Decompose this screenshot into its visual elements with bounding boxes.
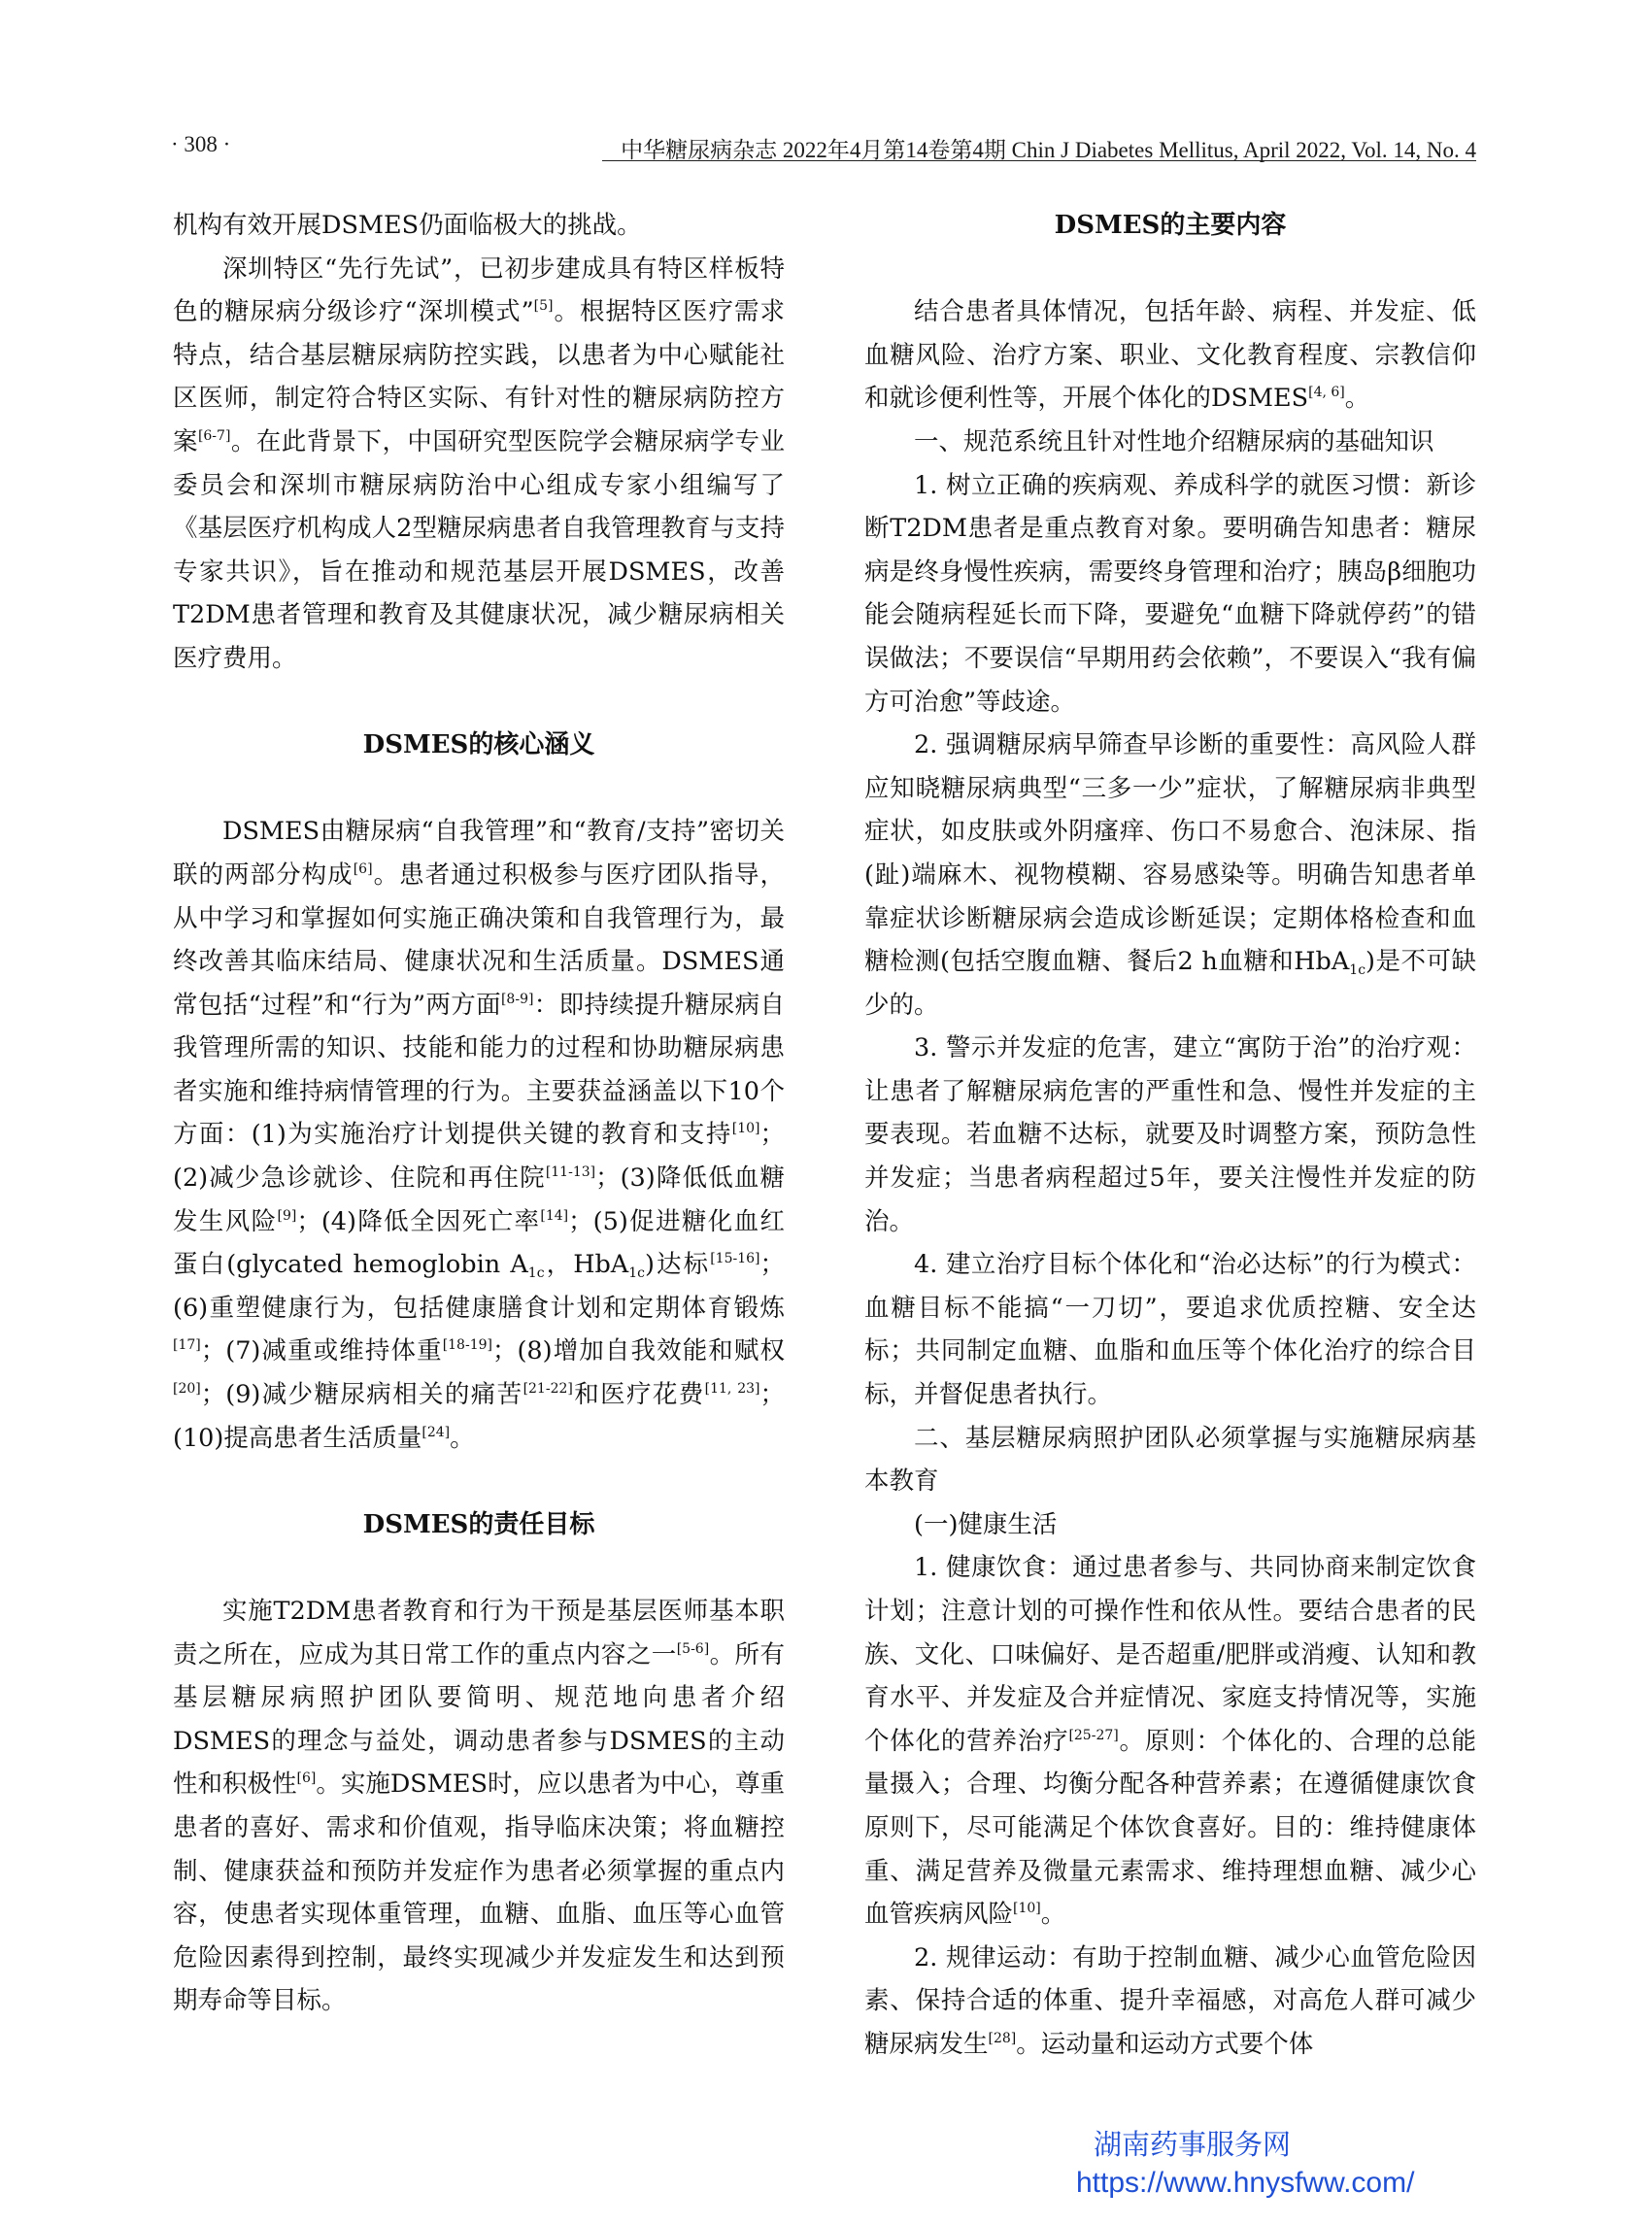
paragraph: 3. 警示并发症的危害，建立“寓防于治”的治疗观：让患者了解糖尿病危害的严重性和急、慢性并发症的主要表现。若血糖不达标，就要及时调整方案，预防急性并发症；当患者病程超过5年，要关注慢性并发症的防治。 [864, 1033, 1476, 1236]
header-rule [602, 160, 1476, 161]
section-heading: DSMES的主要内容 [1054, 211, 1287, 240]
subscript: 1c [527, 1265, 545, 1282]
citation: [10] [1013, 1901, 1041, 1917]
watermark-url: https://www.hnysfww.com/ [1076, 2167, 1415, 2199]
paragraph: 机构有效开展DSMES仍面临极大的挑战。 [173, 211, 642, 240]
paragraph: 2. 规律运动：有助于控制血糖、减少心血管危险因素、保持合适的体重、提升幸福感，对高危人群可减少糖尿病发生[28]。运动量和运动方式要个体 [864, 1942, 1476, 2059]
page-number: · 308 · [171, 132, 231, 156]
paragraph: 4. 建立治疗目标个体化和“治必达标”的行为模式：血糖目标不能搞“一刀切”，要追求优质控糖、安全达标；共同制定血糖、血脂和血压等个体化治疗的综合目标，并督促患者执行。 [864, 1250, 1476, 1410]
citation: [6] [353, 860, 373, 877]
citation: [21-22] [523, 1381, 573, 1398]
running-header [171, 124, 1476, 163]
citation: [8-9] [500, 991, 534, 1007]
citation: [15-16] [710, 1251, 760, 1267]
paragraph: 实施T2DM患者教育和行为干预是基层医师基本职责之所在，应成为其日常工作的重点内容之一[5-6]。所有基层糖尿病照护团队要简明、规范地向患者介绍DSMES的理念与益处，调动患者参与DSMES的主动性和积极性[6]。实施DSMES时，应以患者为中心，尊重患者的喜好、需求和价值观，指导临床决策；将血糖控制、健康获益和预防并发症作为患者必须掌握的重点内容，使患者实现体重管理，血糖、血脂、血压等心血管危险因素得到控制，最终实现减少并发症发生和达到预期寿命等目标。 [173, 1597, 785, 2016]
citation: [9] [277, 1207, 297, 1224]
paragraph: 深圳特区“先行先试”，已初步建成具有特区样板特色的糖尿病分级诊疗“深圳模式”[5]。根据特区医疗需求特点，结合基层糖尿病防控实践，以患者为中心赋能社区医师，制定符合特区实际、有针对性的糖尿病防控方案[6-7]。在此背景下，中国研究型医院学会糖尿病学专业委员会和深圳市糖尿病防治中心组成专家小组编写了《基层医疗机构成人2型糖尿病患者自我管理教育与支持专家共识》，旨在推动和规范基层开展DSMES，改善T2DM患者管理和教育及其健康状况，减少糖尿病相关医疗费用。 [173, 253, 785, 673]
citation: [10] [731, 1121, 760, 1137]
right-column [864, 204, 1476, 2067]
citation: [6-7] [197, 427, 231, 444]
citation: [24] [421, 1424, 451, 1440]
subscript: 1c [1349, 962, 1366, 979]
watermark-site-name: 湖南药事服务网 [1094, 2130, 1292, 2161]
citation: [6] [296, 1770, 317, 1787]
paragraph: 1. 树立正确的疾病观、养成科学的就医习惯：新诊断T2DM患者是重点教育对象。要明确告知患者：糖尿病是终身慢性疾病，需要终身管理和治疗；胰岛β细胞功能会随病程延长而下降，要避免“血糖下降就停药”的错误做法；不要误信“早期用药会依赖”，不要误入“我有偏方可治愈”等歧途。 [864, 470, 1476, 717]
paragraph: 2. 强调糖尿病早筛查早诊断的重要性：高风险人群应知晓糖尿病典型“三多一少”症状，了解糖尿病非典型症状，如皮肤或外阴瘙痒、伤口不易愈合、泡沫尿、指(趾)端麻木、视物模糊、容易感染等。明确告知患者单靠症状诊断糖尿病会造成诊断延误；定期体格检查和血糖检测(包括空腹血糖、餐后2 h血糖和HbA$_{1c}$)是不可缺少的。 [864, 730, 1477, 1020]
subscript: 1c [628, 1265, 645, 1282]
subsection-heading: (一)健康生活 [914, 1509, 1058, 1539]
subsection-heading: 一、规范系统且针对性地介绍糖尿病的基础知识 [914, 426, 1434, 456]
citation: [20] [173, 1381, 201, 1398]
citation: [25-27] [1068, 1727, 1119, 1743]
paragraph: 1. 健康饮食：通过患者参与、共同协商来制定饮食计划；注意计划的可操作性和依从性。要结合患者的民族、文化、口味偏好、是否超重/肥胖或消瘦、认知和教育水平、并发症及合并症情况、家庭支持情况等，实施个体化的营养治疗[25-27]。原则：个体化的、合理的总能量摄入；合理、均衡分配各种营养素；在遵循健康饮食原则下，尽可能满足个体饮食喜好。目的：维持健康体重、满足营养及微量元素需求、维持理想血糖、减少心血管疾病风险[10]。 [864, 1553, 1476, 1930]
journal-citation: 中华糖尿病杂志 2022年4月第14卷第4期 Chin J Diabetes Mellitus, April 2022, Vol. 14, No. 4 [621, 138, 1476, 162]
citation: [11, 23] [704, 1381, 760, 1398]
citation: [5] [533, 298, 554, 315]
paragraph: DSMES由糖尿病“自我管理”和“教育/支持”密切关联的两部分构成[6]。患者通过积极参与医疗团队指导，从中学习和掌握如何实施正确决策和自我管理行为，最终改善其临床结局、健康状况和生活质量。DSMES通常包括“过程”和“行为”两方面[8-9]：即持续提升糖尿病自我管理所需的知识、技能和能力的过程和协助糖尿病患者实施和维持病情管理的行为。主要获益涵盖以下10个方面：(1)为实施治疗计划提供关键的教育和支持[10]；(2)减少急诊就诊、住院和再住院[11-13]；(3)降低低血糖发生风险[9]；(4)降低全因死亡率[14]；(5)促进糖化血红蛋白(glycated hemoglobin $A_{1c}$，HbA$_{1c}$)达标[15-16]；(6)重塑健康行为，包括健康膳食计划和定期体育锻炼[17]；(7)减重或维持体重[18-19]；(8)增加自我效能和赋权[20]；(9)减少糖尿病相关的痛苦[21-22]和医疗花费[11, 23]；(10)提高患者生活质量[24]。 [173, 817, 786, 1453]
section-heading: DSMES的核心涵义 [362, 730, 595, 760]
subsection-heading: 二、基层糖尿病照护团队必须掌握与实施糖尿病基本教育 [864, 1423, 1476, 1497]
citation: [11-13] [545, 1164, 596, 1181]
citation: [18-19] [442, 1337, 492, 1354]
citation: [14] [540, 1207, 569, 1224]
citation: [4, 6] [1308, 385, 1345, 401]
citation: [5-6] [676, 1640, 710, 1657]
watermark [1076, 2127, 1484, 2203]
paragraph: 结合患者具体情况，包括年龄、病程、并发症、低血糖风险、治疗方案、职业、文化教育程度、宗教信仰和就诊便利性等，开展个体化的DSMES[4, 6]。 [864, 297, 1476, 414]
citation: [28] [988, 2030, 1017, 2046]
section-heading: DSMES的责任目标 [362, 1509, 595, 1539]
citation: [17] [173, 1337, 201, 1354]
left-column [173, 204, 785, 2023]
